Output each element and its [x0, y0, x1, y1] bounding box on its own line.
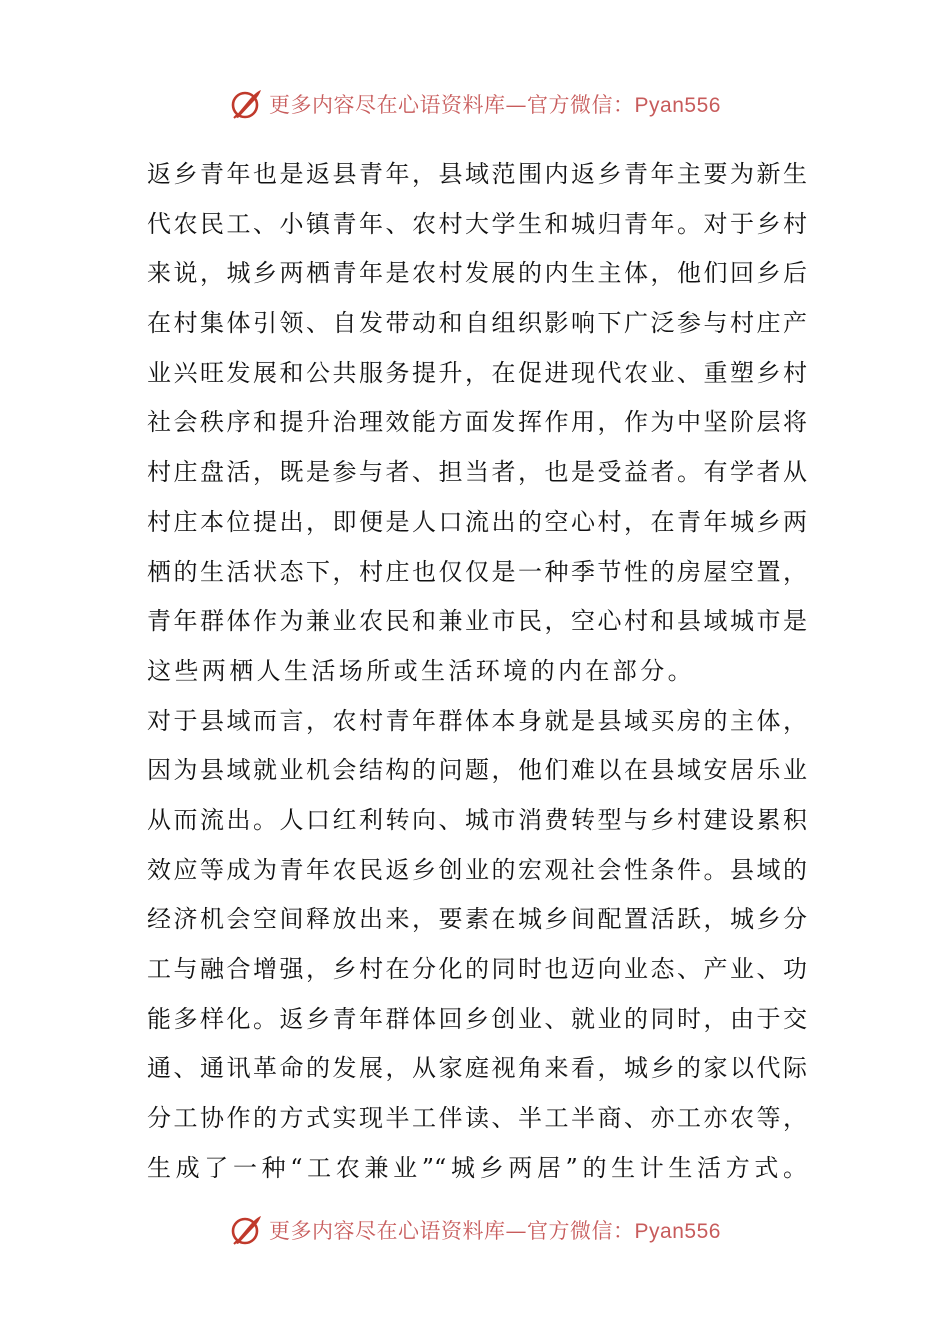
text-line: 在村集体引领、自发带动和自组织影响下广泛参与村庄产 [147, 309, 807, 338]
text-line: 通、通讯革命的发展，从家庭视角来看，城乡的家以代际 [147, 1054, 807, 1083]
text-line: 因为县域就业机会结构的问题，他们难以在县域安居乐业 [147, 756, 807, 785]
text-line: 对于县域而言，农村青年群体本身就是县域买房的主体， [147, 706, 807, 735]
text-line: 业兴旺发展和公共服务提升，在促进现代农业、重塑乡村 [147, 358, 807, 387]
text-line: 村庄本位提出，即便是人口流出的空心村，在青年城乡两 [147, 507, 807, 536]
quill-logo-icon [229, 1213, 263, 1247]
text-line: 栖的生活状态下，村庄也仅仅是一种季节性的房屋空置， [147, 557, 807, 586]
body-text [147, 150, 807, 1193]
text-line: 社会秩序和提升治理效能方面发挥作用，作为中坚阶层将 [147, 408, 807, 437]
text-line: 生成了一种“工农兼业”“城乡两居”的生计生活方式。 [147, 1153, 807, 1182]
header-banner [0, 84, 950, 124]
text-line: 代农民工、小镇青年、农村大学生和城归青年。对于乡村 [147, 209, 807, 238]
text-line: 青年群体作为兼业农民和兼业市民，空心村和县域城市是 [147, 607, 807, 636]
text-line: 分工协作的方式实现半工伴读、半工半商、亦工亦农等， [147, 1104, 807, 1133]
footer-wechat-id: Pyan556 [634, 1220, 721, 1243]
footer-banner [0, 1210, 950, 1250]
text-line: 来说，城乡两栖青年是农村发展的内生主体，他们回乡后 [147, 259, 807, 288]
header-banner-text: 更多内容尽在心语资料库—官方微信：Pyan556 [269, 93, 721, 117]
header-wechat-id: Pyan556 [634, 94, 721, 117]
text-line: 经济机会空间释放出来，要素在城乡间配置活跃，城乡分 [147, 905, 807, 934]
text-line: 工与融合增强，乡村在分化的同时也迈向业态、产业、功 [147, 955, 807, 983]
quill-logo-icon [229, 87, 263, 121]
text-line: 能多样化。返乡青年群体回乡创业、就业的同时，由于交 [147, 1004, 807, 1033]
text-line: 返乡青年也是返县青年，县域范围内返乡青年主要为新生 [147, 160, 807, 188]
text-line: 效应等成为青年农民返乡创业的宏观社会性条件。县域的 [147, 855, 807, 884]
text-line: 这些两栖人生活场所或生活环境的内在部分。 [147, 656, 695, 685]
footer-banner-text: 更多内容尽在心语资料库—官方微信：Pyan556 [269, 1219, 721, 1243]
text-line: 从而流出。人口红利转向、城市消费转型与乡村建设累积 [147, 805, 807, 834]
text-line: 村庄盘活，既是参与者、担当者，也是受益者。有学者从 [147, 458, 807, 487]
